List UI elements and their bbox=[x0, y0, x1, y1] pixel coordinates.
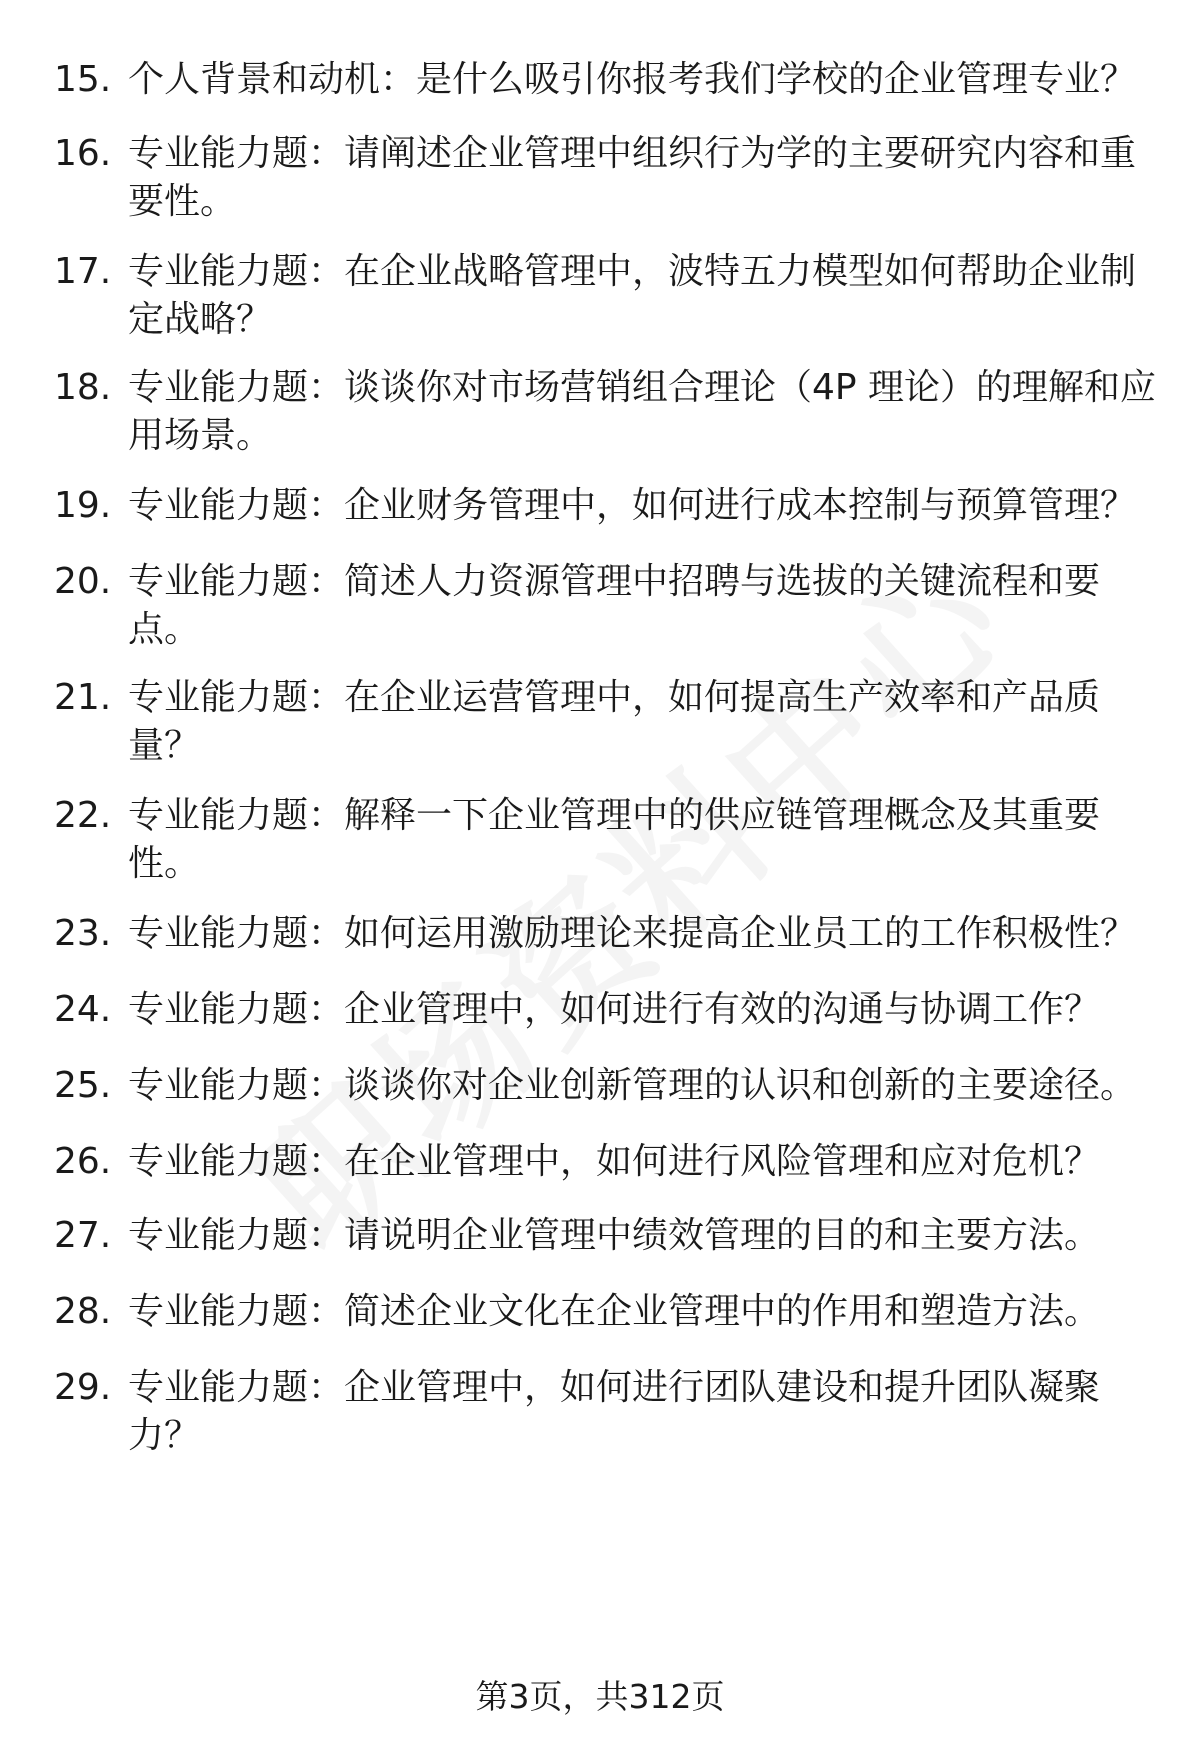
question-text: 专业能力题：请说明企业管理中绩效管理的目的和主要方法。 bbox=[128, 1215, 1101, 1256]
question-text: 专业能力题：简述人力资源管理中招聘与选拔的关键流程和要点。 bbox=[128, 561, 1101, 650]
question-number: 24. bbox=[54, 989, 112, 1030]
question-number: 18. bbox=[54, 367, 112, 408]
question-number: 21. bbox=[54, 677, 112, 718]
question-number: 28. bbox=[54, 1291, 112, 1332]
question-text: 专业能力题：如何运用激励理论来提高企业员工的工作积极性？ bbox=[128, 913, 1137, 954]
question-text: 专业能力题：在企业战略管理中，波特五力模型如何帮助企业制定战略？ bbox=[128, 251, 1137, 340]
question-text: 专业能力题：谈谈你对市场营销组合理论（4P 理论）的理解和应用场景。 bbox=[128, 367, 1157, 456]
question-number: 16. bbox=[54, 133, 112, 174]
question-number: 19. bbox=[54, 485, 112, 526]
question-text: 个人背景和动机：是什么吸引你报考我们学校的企业管理专业？ bbox=[128, 59, 1137, 100]
question-number: 22. bbox=[54, 795, 112, 836]
question-number: 15. bbox=[54, 59, 112, 100]
question-number: 17. bbox=[54, 251, 112, 292]
question-number: 20. bbox=[54, 561, 112, 602]
question-text: 专业能力题：简述企业文化在企业管理中的作用和塑造方法。 bbox=[128, 1291, 1101, 1332]
question-text: 专业能力题：谈谈你对企业创新管理的认识和创新的主要途径。 bbox=[128, 1065, 1137, 1106]
question-number: 27. bbox=[54, 1215, 112, 1256]
question-text: 专业能力题：企业财务管理中，如何进行成本控制与预算管理？ bbox=[128, 485, 1137, 526]
question-number: 29. bbox=[54, 1367, 112, 1408]
question-number: 26. bbox=[54, 1141, 112, 1182]
question-text: 专业能力题：企业管理中，如何进行团队建设和提升团队凝聚力？ bbox=[128, 1367, 1101, 1456]
page-footer: 第3页，共312页 bbox=[475, 1677, 725, 1716]
question-text: 专业能力题：在企业管理中，如何进行风险管理和应对危机？ bbox=[128, 1141, 1101, 1182]
question-text: 专业能力题：解释一下企业管理中的供应链管理概念及其重要性。 bbox=[128, 795, 1101, 884]
question-text: 专业能力题：在企业运营管理中，如何提高生产效率和产品质量？ bbox=[128, 677, 1101, 766]
question-number: 23. bbox=[54, 913, 112, 954]
question-number: 25. bbox=[54, 1065, 112, 1106]
question-text: 专业能力题：请阐述企业管理中组织行为学的主要研究内容和重要性。 bbox=[128, 133, 1137, 222]
question-text: 专业能力题：企业管理中，如何进行有效的沟通与协调工作？ bbox=[128, 989, 1101, 1030]
